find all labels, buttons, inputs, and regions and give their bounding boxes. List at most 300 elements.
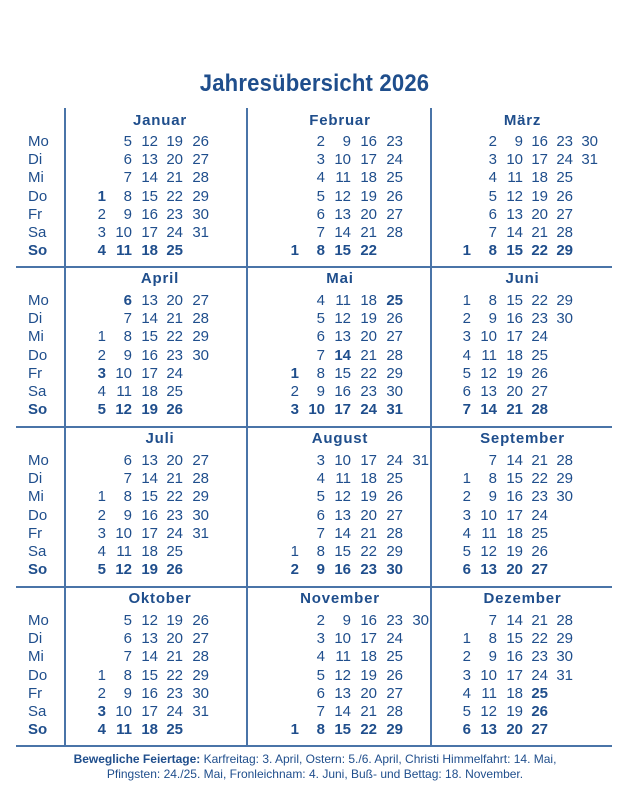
day-cell: 22 (360, 364, 377, 382)
day-cell: 2 (97, 684, 106, 702)
day-cell: 31 (192, 703, 209, 720)
day-cell: 25 (531, 684, 548, 702)
day-cell: 19 (360, 488, 377, 506)
day-cell: 1 (290, 721, 299, 739)
day-cell: 25 (531, 524, 548, 542)
day-cell: 16 (334, 561, 351, 579)
day-cell: 29 (192, 187, 209, 205)
day-cell: 20 (360, 506, 377, 524)
day-cell: 27 (531, 721, 548, 739)
day-cell: 13 (334, 205, 351, 223)
day-cell: 1 (97, 328, 106, 346)
day-cell: 20 (166, 151, 183, 169)
day-cell: 11 (335, 169, 351, 187)
day-cell: 1 (290, 543, 299, 560)
day-cell: 20 (506, 721, 523, 739)
day-cell: 17 (506, 328, 523, 346)
day-cell: 3 (462, 328, 471, 346)
day-cell: 22 (360, 721, 377, 739)
day-cell: 10 (115, 364, 132, 382)
day-cell: 11 (481, 346, 497, 364)
day-cell: 21 (531, 224, 548, 241)
day-cell: 14 (334, 346, 351, 364)
day-cell: 16 (506, 648, 523, 666)
day-cell: 12 (334, 310, 351, 328)
day-cell: 3 (290, 401, 299, 419)
day-cell: 13 (334, 684, 351, 702)
day-cell: 23 (360, 561, 377, 579)
day-cell: 17 (531, 151, 548, 169)
day-cell: 10 (506, 151, 523, 169)
day-cell: 25 (386, 169, 403, 187)
day-cell: 26 (192, 612, 209, 629)
day-cell: 29 (556, 242, 573, 260)
day-cell: 28 (192, 648, 209, 666)
day-cell: 6 (123, 151, 132, 169)
day-cell: 4 (462, 346, 471, 364)
day-cell: 1 (462, 630, 471, 648)
day-cell: 3 (462, 666, 471, 684)
day-cell: 27 (386, 205, 403, 223)
day-cell: 29 (386, 364, 403, 382)
day-cell: 14 (141, 310, 158, 328)
day-cell: 17 (141, 224, 158, 241)
day-cell: 5 (316, 666, 325, 684)
day-cell: 15 (141, 328, 158, 346)
day-cell: 3 (97, 364, 106, 382)
day-cell: 23 (166, 205, 183, 223)
day-cell: 25 (386, 648, 403, 666)
day-cell: 7 (316, 524, 325, 542)
day-cell: 7 (316, 224, 325, 241)
day-cell: 20 (166, 630, 183, 648)
day-cell: 23 (531, 648, 548, 666)
day-cell: 21 (531, 452, 548, 469)
day-cell: 15 (334, 721, 351, 739)
day-cell: 14 (141, 470, 158, 488)
day-cell: 3 (97, 224, 106, 241)
day-cell: 6 (316, 205, 325, 223)
day-cell: 30 (556, 488, 573, 506)
day-cell: 12 (115, 401, 132, 419)
day-cell: 18 (506, 684, 523, 702)
day-cell: 30 (192, 346, 209, 364)
day-cell: 15 (506, 292, 523, 309)
day-cell: 11 (507, 169, 523, 187)
day-cell: 25 (166, 383, 183, 400)
day-cell: 26 (192, 133, 209, 150)
day-cell: 7 (123, 310, 132, 328)
day-cell: 26 (531, 543, 548, 560)
weekday-label: Mi (28, 488, 44, 506)
day-cell: 10 (480, 506, 497, 524)
month-name: Januar (133, 112, 187, 129)
day-cell: 6 (462, 721, 471, 739)
movable-holidays-line-2: Pfingsten: 24./25. Mai, Fronleichnam: 4. Juni, Buß- und Bettag: 18. November. (106, 767, 524, 781)
day-cell: 5 (316, 187, 325, 205)
day-cell: 30 (192, 205, 209, 223)
day-cell: 23 (166, 506, 183, 524)
day-cell: 9 (123, 205, 132, 223)
day-cell: 17 (360, 151, 377, 169)
weekday-label: So (28, 721, 48, 739)
day-cell: 3 (97, 524, 106, 542)
weekday-label: Sa (28, 703, 47, 720)
day-cell: 28 (192, 169, 209, 187)
day-cell: 11 (335, 292, 351, 309)
month-name: November (300, 590, 380, 607)
day-cell: 21 (360, 346, 377, 364)
day-cell: 19 (141, 561, 158, 579)
day-cell: 8 (123, 187, 132, 205)
day-cell: 12 (141, 612, 158, 629)
day-cell: 7 (316, 346, 325, 364)
day-cell: 13 (506, 205, 523, 223)
day-cell: 12 (506, 187, 523, 205)
day-cell: 4 (462, 524, 471, 542)
day-cell: 12 (115, 561, 132, 579)
day-cell: 10 (334, 630, 351, 648)
day-cell: 27 (192, 151, 209, 169)
day-cell: 8 (316, 364, 325, 382)
day-cell: 23 (386, 133, 403, 150)
day-cell: 17 (334, 401, 351, 419)
day-cell: 18 (360, 648, 377, 666)
day-cell: 4 (316, 169, 325, 187)
day-cell: 28 (386, 524, 403, 542)
weekday-label: So (28, 561, 48, 579)
day-cell: 1 (462, 470, 471, 488)
day-cell: 20 (531, 205, 548, 223)
day-cell: 8 (316, 543, 325, 560)
day-cell: 27 (386, 506, 403, 524)
day-cell: 5 (123, 133, 132, 150)
day-cell: 25 (166, 242, 183, 260)
day-cell: 5 (488, 187, 497, 205)
day-cell: 24 (531, 506, 548, 524)
month-name: August (311, 430, 369, 447)
day-cell: 21 (166, 470, 183, 488)
day-cell: 9 (123, 684, 132, 702)
day-cell: 15 (506, 630, 523, 648)
day-cell: 5 (462, 543, 471, 560)
day-cell: 20 (166, 452, 183, 469)
day-cell: 29 (192, 488, 209, 506)
weekday-label: Di (28, 470, 43, 488)
day-cell: 29 (556, 630, 573, 648)
day-cell: 30 (192, 506, 209, 524)
day-cell: 19 (360, 666, 377, 684)
day-cell: 19 (506, 543, 523, 560)
day-cell: 16 (141, 506, 158, 524)
day-cell: 9 (342, 133, 351, 150)
day-cell: 2 (488, 133, 497, 150)
day-cell: 1 (462, 242, 471, 260)
page-title: Jahresübersicht 2026 (199, 70, 430, 97)
day-cell: 17 (360, 452, 377, 469)
day-cell: 29 (192, 666, 209, 684)
day-cell: 15 (141, 666, 158, 684)
day-cell: 9 (488, 310, 497, 328)
day-cell: 19 (531, 187, 548, 205)
day-cell: 4 (316, 648, 325, 666)
day-cell: 5 (462, 364, 471, 382)
day-cell: 28 (556, 224, 573, 241)
weekday-label: Mi (28, 648, 44, 666)
day-cell: 15 (141, 187, 158, 205)
day-cell: 15 (506, 242, 523, 260)
weekday-label: So (28, 401, 48, 419)
day-cell: 10 (480, 328, 497, 346)
day-cell: 4 (316, 470, 325, 488)
day-cell: 13 (141, 292, 158, 309)
day-cell: 22 (360, 543, 377, 560)
day-cell: 30 (581, 133, 598, 150)
day-cell: 18 (360, 470, 377, 488)
day-cell: 18 (141, 721, 158, 739)
day-cell: 18 (506, 524, 523, 542)
day-cell: 6 (316, 328, 325, 346)
day-cell: 28 (386, 703, 403, 720)
day-cell: 14 (506, 452, 523, 469)
day-cell: 31 (412, 452, 429, 469)
day-cell: 30 (556, 310, 573, 328)
day-cell: 11 (335, 470, 351, 488)
day-cell: 23 (166, 346, 183, 364)
day-cell: 16 (360, 612, 377, 629)
day-cell: 17 (141, 524, 158, 542)
day-cell: 7 (123, 470, 132, 488)
day-cell: 19 (506, 703, 523, 720)
day-cell: 6 (462, 383, 471, 400)
day-cell: 27 (386, 328, 403, 346)
day-cell: 18 (506, 346, 523, 364)
day-cell: 8 (488, 292, 497, 309)
day-cell: 12 (480, 543, 497, 560)
day-cell: 21 (506, 401, 523, 419)
day-cell: 1 (290, 364, 299, 382)
day-cell: 31 (581, 151, 598, 169)
day-cell: 14 (141, 648, 158, 666)
day-cell: 27 (386, 684, 403, 702)
day-cell: 7 (488, 612, 497, 629)
day-cell: 7 (316, 703, 325, 720)
day-cell: 26 (386, 310, 403, 328)
day-cell: 21 (360, 224, 377, 241)
month-name: Oktober (128, 590, 192, 607)
day-cell: 24 (386, 151, 403, 169)
day-cell: 3 (462, 506, 471, 524)
movable-holidays-note (20, 752, 610, 782)
day-cell: 8 (488, 470, 497, 488)
day-cell: 8 (316, 242, 325, 260)
day-cell: 10 (115, 703, 132, 720)
day-cell: 11 (481, 684, 497, 702)
day-cell: 27 (556, 205, 573, 223)
day-cell: 18 (360, 292, 377, 309)
day-cell: 9 (123, 506, 132, 524)
day-cell: 26 (166, 401, 183, 419)
day-cell: 12 (141, 133, 158, 150)
day-cell: 24 (166, 364, 183, 382)
day-cell: 14 (506, 224, 523, 241)
day-cell: 25 (531, 346, 548, 364)
day-cell: 20 (506, 561, 523, 579)
day-cell: 2 (316, 612, 325, 629)
day-cell: 4 (97, 383, 106, 400)
day-cell: 13 (141, 630, 158, 648)
day-cell: 15 (506, 470, 523, 488)
day-cell: 12 (480, 703, 497, 720)
day-cell: 8 (123, 666, 132, 684)
day-cell: 7 (488, 224, 497, 241)
day-cell: 3 (97, 703, 106, 720)
day-cell: 25 (386, 470, 403, 488)
weekday-label: Mo (28, 133, 49, 150)
movable-holidays-label: Bewegliche Feiertage: (73, 752, 201, 766)
month-name: Juli (145, 430, 175, 447)
movable-holidays-line-1: Karfreitag: 3. April, Ostern: 5./6. April, Christi Himmelfahrt: 14. Mai, (200, 752, 557, 766)
day-cell: 24 (556, 151, 573, 169)
day-cell: 17 (360, 630, 377, 648)
weekday-label: Sa (28, 224, 47, 241)
day-cell: 11 (116, 383, 132, 400)
day-cell: 12 (480, 364, 497, 382)
day-cell: 28 (192, 470, 209, 488)
day-cell: 13 (141, 151, 158, 169)
day-cell: 2 (97, 205, 106, 223)
day-cell: 8 (488, 242, 497, 260)
day-cell: 18 (531, 169, 548, 187)
day-cell: 12 (334, 187, 351, 205)
day-cell: 19 (360, 310, 377, 328)
day-cell: 4 (316, 292, 325, 309)
day-cell: 22 (531, 470, 548, 488)
day-cell: 19 (360, 187, 377, 205)
day-cell: 17 (506, 506, 523, 524)
day-cell: 28 (192, 310, 209, 328)
day-cell: 2 (97, 346, 106, 364)
day-cell: 2 (97, 506, 106, 524)
day-cell: 11 (481, 524, 497, 542)
day-cell: 26 (556, 187, 573, 205)
day-cell: 7 (488, 452, 497, 469)
day-cell: 17 (506, 666, 523, 684)
day-cell: 26 (386, 488, 403, 506)
weekday-label: Do (28, 346, 48, 364)
day-cell: 30 (386, 383, 403, 400)
day-cell: 4 (462, 684, 471, 702)
day-cell: 16 (360, 133, 377, 150)
month-name: Juni (505, 270, 540, 287)
day-cell: 26 (386, 666, 403, 684)
day-cell: 29 (386, 543, 403, 560)
day-cell: 13 (480, 383, 497, 400)
day-cell: 29 (556, 292, 573, 309)
day-cell: 4 (97, 721, 106, 739)
day-cell: 10 (115, 224, 132, 241)
day-cell: 9 (488, 648, 497, 666)
day-cell: 5 (97, 561, 106, 579)
day-cell: 23 (386, 612, 403, 629)
day-cell: 21 (166, 648, 183, 666)
day-cell: 8 (488, 630, 497, 648)
day-cell: 18 (141, 383, 158, 400)
day-cell: 2 (462, 648, 471, 666)
day-cell: 31 (556, 666, 573, 684)
day-cell: 22 (360, 242, 377, 260)
day-cell: 6 (123, 452, 132, 469)
day-cell: 28 (386, 346, 403, 364)
day-cell: 31 (386, 401, 403, 419)
day-cell: 14 (480, 401, 497, 419)
day-cell: 29 (192, 328, 209, 346)
day-cell: 18 (141, 543, 158, 560)
weekday-label: Fr (28, 364, 43, 382)
day-cell: 6 (488, 205, 497, 223)
day-cell: 12 (334, 666, 351, 684)
day-cell: 5 (462, 703, 471, 720)
day-cell: 24 (531, 666, 548, 684)
day-cell: 14 (506, 612, 523, 629)
day-cell: 20 (166, 292, 183, 309)
day-cell: 1 (290, 242, 299, 260)
day-cell: 8 (123, 328, 132, 346)
day-cell: 16 (334, 383, 351, 400)
day-cell: 9 (316, 561, 325, 579)
day-cell: 25 (556, 169, 573, 187)
day-cell: 22 (531, 242, 548, 260)
weekday-label: Mi (28, 169, 44, 187)
month-name: März (503, 112, 542, 129)
day-cell: 13 (334, 506, 351, 524)
divider-horizontal (16, 266, 612, 268)
day-cell: 2 (290, 383, 299, 400)
day-cell: 24 (531, 328, 548, 346)
weekday-label: Fr (28, 524, 43, 542)
day-cell: 2 (290, 561, 299, 579)
day-cell: 3 (316, 452, 325, 469)
day-cell: 24 (166, 524, 183, 542)
day-cell: 7 (123, 169, 132, 187)
day-cell: 26 (531, 703, 548, 720)
day-cell: 6 (316, 506, 325, 524)
day-cell: 18 (360, 169, 377, 187)
day-cell: 7 (462, 401, 471, 419)
day-cell: 22 (166, 666, 183, 684)
day-cell: 27 (192, 630, 209, 648)
day-cell: 16 (506, 488, 523, 506)
day-cell: 13 (480, 561, 497, 579)
weekday-label: Sa (28, 383, 47, 400)
day-cell: 1 (97, 666, 106, 684)
day-cell: 22 (531, 292, 548, 309)
day-cell: 10 (308, 401, 325, 419)
day-cell: 25 (166, 721, 183, 739)
day-cell: 11 (116, 242, 132, 260)
day-cell: 20 (506, 383, 523, 400)
day-cell: 29 (386, 721, 403, 739)
day-cell: 24 (386, 452, 403, 469)
month-name: Dezember (483, 590, 562, 607)
day-cell: 1 (97, 187, 106, 205)
day-cell: 23 (360, 383, 377, 400)
day-cell: 9 (123, 346, 132, 364)
weekday-label: Do (28, 666, 48, 684)
day-cell: 14 (334, 224, 351, 241)
day-cell: 16 (141, 205, 158, 223)
day-cell: 21 (166, 169, 183, 187)
